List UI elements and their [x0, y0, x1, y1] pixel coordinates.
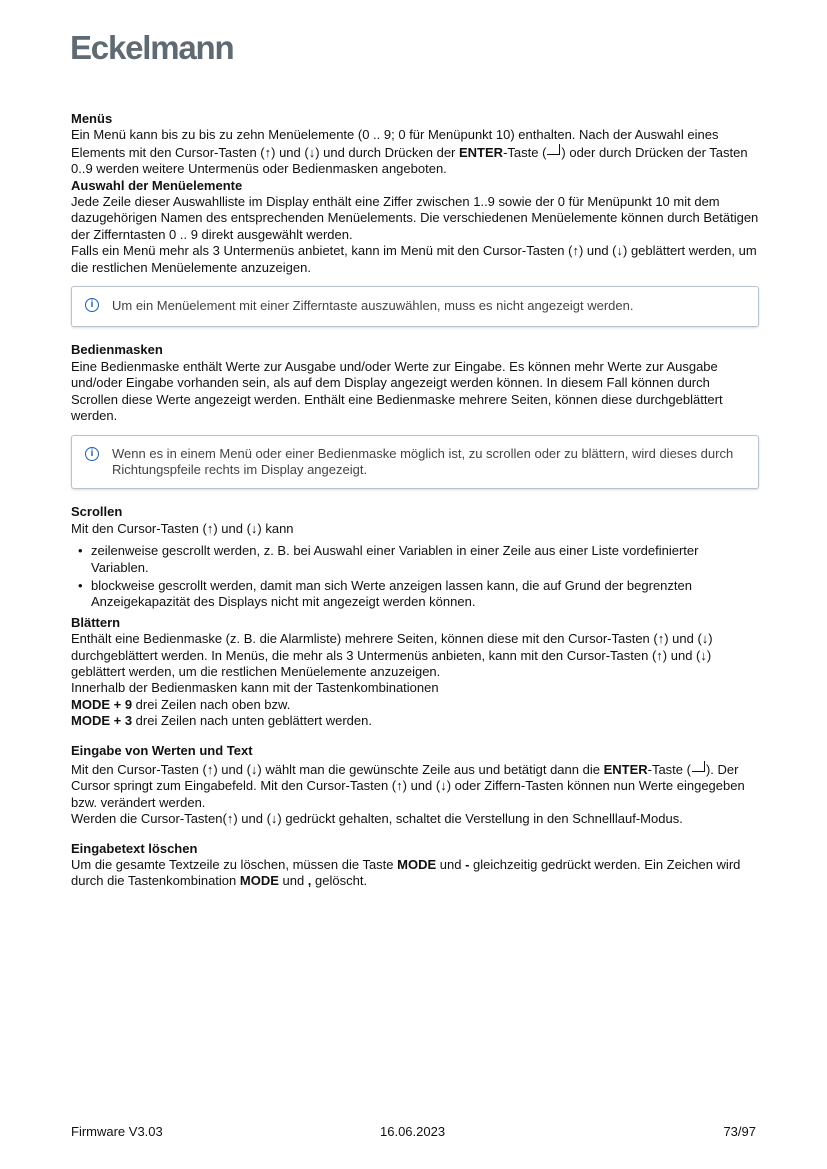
info-icon: i: [85, 298, 99, 312]
mode3-line: [71, 713, 759, 729]
heading-auswahl: Auswahl der Menüelemente: [71, 177, 243, 193]
content: [71, 111, 759, 890]
footer-date: 16.06.2023: [380, 1124, 446, 1139]
text: und: [436, 857, 466, 873]
text: gelöscht.: [311, 873, 368, 889]
list-item: • zeilenweise gescrollt werden, z. B. bei Auswahl einer Variablen in einer Zeile aus einer Liste vordefinierter Variablen.: [91, 543, 759, 576]
info-icon: i: [85, 447, 99, 461]
key: -: [465, 857, 470, 873]
auswahl-paragraph: Jede Zeile dieser Auswahlliste im Display enthält eine Ziffer zwischen 1..9 sowie der 0 für Menüpunkt 10 mit dem dazugehörigen Namen des entsprechenden Menüelements. Die verschiedenen Menüelemente können durch Betätigen der Zifferntasten 0 .. 9 direkt ausgewählt werden.: [71, 194, 759, 242]
enter-key-icon: [547, 144, 560, 155]
text: Um die gesamte Textzeile zu löschen, müssen die Taste: [71, 857, 398, 873]
heading-bedienmasken: Bedienmasken: [71, 342, 163, 358]
enter-key-icon: [692, 761, 705, 772]
key: MODE: [239, 873, 279, 889]
eckelmann-logo: Eckelmann: [70, 29, 234, 66]
footer-firmware: Firmware V3.03: [71, 1124, 163, 1139]
text: drei Zeilen nach unten geblättert werden.: [132, 713, 372, 729]
blaettern-paragraph-2: Innerhalb der Bedienmasken kann mit der Tastenkombinationen: [71, 680, 439, 696]
text: Ein Menü kann bis zu bis zu zehn Menüelemente (0 .. 9; 0 für Menüpunkt 10) enthalten. Nach der Auswahl eines Elements mit den Cursor-Tasten (↑) und (↓) und durch Drücken der: [71, 127, 719, 160]
heading-blaettern: Blättern: [71, 614, 121, 630]
auswahl-paragraph-2: Falls ein Menü mehr als 3 Untermenüs anbietet, kann im Menü mit den Cursor-Tasten (↑) und (↓) geblättert werden, um die restlichen Menüelemente anzuzeigen.: [71, 243, 757, 275]
text: -Taste (: [503, 144, 547, 160]
heading-loeschen: Eingabetext löschen: [71, 840, 198, 856]
scrollen-list: [71, 543, 759, 611]
info-note: [71, 435, 759, 490]
mode9-line: [71, 697, 759, 713]
footer-page-number: 73/97: [723, 1124, 756, 1139]
heading-eingabe: Eingabe von Werten und Text: [71, 742, 253, 758]
menus-paragraph: [71, 127, 759, 177]
text: ) oder durch Drücken der Tasten 0..9 werden weitere Untermenüs oder Bedienmasken angeboten.: [71, 144, 748, 177]
note-text: Um ein Menüelement mit einer Zifferntaste auszuwählen, muss es nicht angezeigt werden.: [112, 298, 634, 314]
info-note: [71, 286, 759, 327]
heading-scrollen: Scrollen: [71, 504, 123, 520]
text: ). Der Cursor springt zum Eingabefeld. Mit den Cursor-Tasten (↑) und (↓) oder Ziffern-Tasten können nun Werte eingegeben bzw. verändert werden.: [71, 762, 745, 810]
key-combo: MODE + 9: [71, 696, 133, 712]
heading-menus: Menüs: [71, 111, 113, 126]
note-text: Wenn es in einem Menü oder einer Bedienmaske möglich ist, zu scrollen oder zu blättern, wird dieses durch Richtungspfeile rechts im Display angezeigt.: [112, 445, 734, 477]
text: und: [278, 873, 308, 889]
key: MODE: [397, 857, 437, 873]
blaettern-paragraph: Enthält eine Bedienmaske (z. B. die Alarmliste) mehrere Seiten, können diese mit den Cursor-Tasten (↑) und (↓) durchgeblättert werden. In Menüs, die mehr als 3 Untermenüs anbieten, kann mit den Cursor-Tasten (↑) und (↓) geblättert werden, um die restlichen Menüelemente anzuzeigen.: [71, 631, 713, 679]
text: drei Zeilen nach oben bzw.: [132, 696, 291, 712]
text: Mit den Cursor-Tasten (↑) und (↓) wählt man die gewünschte Zeile aus und betätigt dann die: [71, 762, 604, 777]
loeschen-paragraph: [71, 857, 759, 890]
text: -Taste (: [647, 762, 691, 777]
scrollen-paragraph: Mit den Cursor-Tasten (↑) und (↓) kann: [71, 520, 294, 536]
text: gleichzeitig gedrückt werden. Ein Zeichen wird durch die Tastenkombination: [71, 857, 741, 889]
list-item: • blockweise gescrollt werden, damit man sich Werte anzeigen lassen kann, die auf Grund der begrenzten Anzeigekapazität des Displays nicht mit angezeigt werden können.: [91, 578, 759, 611]
eingabe-paragraph: [71, 761, 759, 811]
key: ,: [307, 873, 312, 889]
enter-key: ENTER: [459, 144, 504, 160]
enter-key: ENTER: [603, 762, 648, 777]
key-combo: MODE + 3: [71, 713, 133, 729]
eingabe-paragraph-2: Werden die Cursor-Tasten(↑) und (↓) gedrückt gehalten, schaltet die Verstellung in den Schnelllauf-Modus.: [71, 811, 683, 827]
bedienmasken-paragraph: Eine Bedienmaske enthält Werte zur Ausgabe und/oder Werte zur Eingabe. Es können mehr Werte zur Ausgabe und/oder Eingabe vorhanden sein, als auf dem Display angezeigt werden können. In diesem Fall können durch Scrollen diese Werte angezeigt werden. Enthält eine Bedienmaske mehrere Seiten, können diese durchgeblättert werden.: [71, 358, 723, 424]
